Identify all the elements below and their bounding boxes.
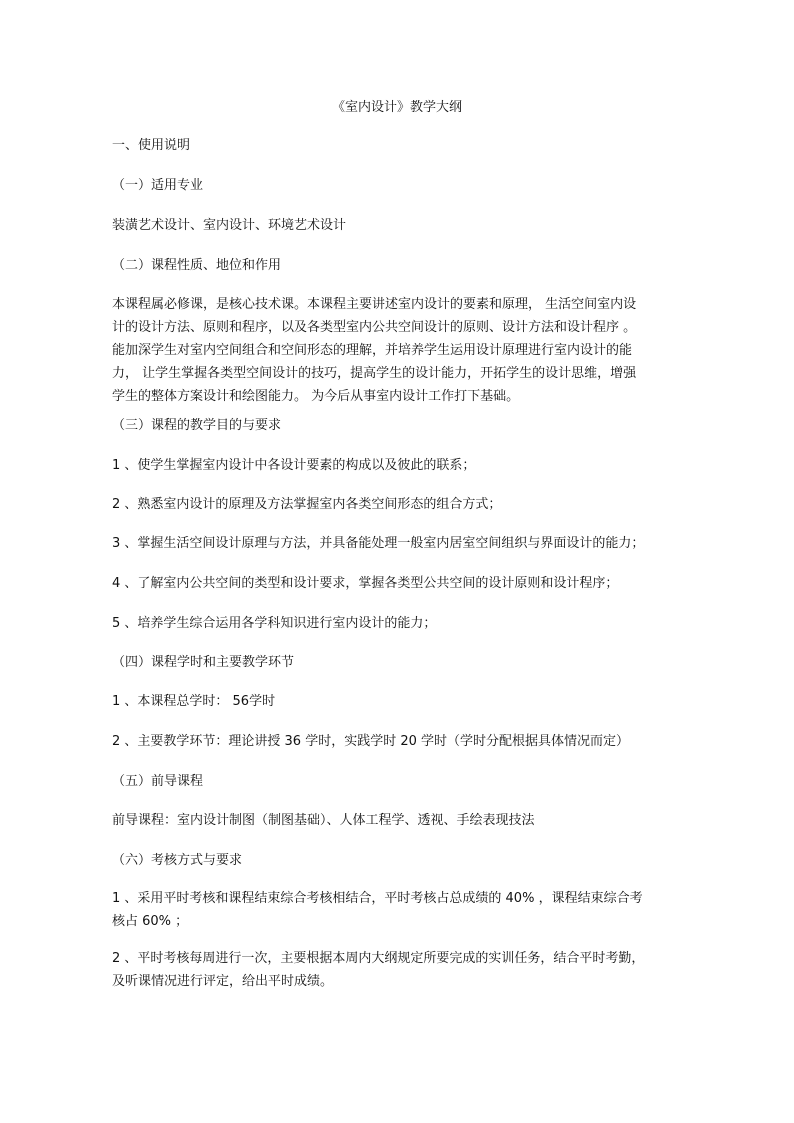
goal-item: 4 、了解室内公共空间的类型和设计要求，掌握各类型公共空间的设计原则和设计程序； bbox=[112, 576, 619, 591]
goal-item: 5 、培养学生综合运用各学科知识进行室内设计的能力； bbox=[112, 616, 437, 631]
subheading-nature: （二）课程性质、地位和作用 bbox=[112, 258, 282, 273]
assessment-item-2 bbox=[112, 947, 688, 993]
paragraph-line: 力， 让学生掌握各类型空间设计的技巧，提高学生的设计能力，开拓学生的设计思维，增强 bbox=[112, 366, 637, 381]
subheading-goals: （三）课程的教学目的与要求 bbox=[112, 418, 282, 433]
subheading-majors: （一）适用专业 bbox=[112, 178, 204, 193]
prereq-text: 前导课程：室内设计制图（制图基础）、人体工程学、透视、手绘表现技法 bbox=[112, 813, 535, 828]
assessment-item-1 bbox=[112, 887, 688, 933]
hours-item: 2 、主要教学环节：理论讲授 36 学时，实践学时 20 学时（学时分配根据具体情况而定） bbox=[112, 734, 630, 749]
paragraph-line: 核占 60% ； bbox=[112, 914, 189, 929]
goal-item: 1 、使学生掌握室内设计中各设计要素的构成以及彼此的联系； bbox=[112, 458, 476, 473]
paragraph-line: 及听课情况进行评定，给出平时成绩。 bbox=[112, 974, 334, 989]
majors-text: 装潢艺术设计、室内设计、环境艺术设计 bbox=[112, 218, 347, 233]
paragraph-line: 能加深学生对室内空间组合和空间形态的理解，并培养学生运用设计原理进行室内设计的能 bbox=[112, 343, 633, 358]
paragraph-line: 学生的整体方案设计和绘图能力。 为今后从事室内设计工作打下基础。 bbox=[112, 389, 520, 404]
paragraph-line: 1 、采用平时考核和课程结束综合考核相结合，平时考核占总成绩的 40% ，课程结束综合考 bbox=[112, 891, 643, 906]
subheading-assessment: （六）考核方式与要求 bbox=[112, 853, 243, 868]
goal-item: 2 、熟悉室内设计的原理及方法掌握室内各类空间形态的组合方式； bbox=[112, 497, 502, 512]
section-heading-usage: 一、使用说明 bbox=[112, 138, 191, 153]
paragraph-line: 2 、平时考核每周进行一次，主要根据本周内大纲规定所要完成的实训任务，结合平时考勤， bbox=[112, 951, 645, 966]
paragraph-line: 计的设计方法、原则和程序，以及各类型室内公共空间设计的原则、设计方法和设计程序 。 bbox=[112, 320, 637, 335]
subheading-prereq: （五）前导课程 bbox=[112, 774, 204, 789]
page-title: 《室内设计》教学大纲 bbox=[331, 100, 462, 115]
nature-paragraph bbox=[112, 293, 688, 408]
hours-item: 1 、本课程总学时： 56学时 bbox=[112, 694, 276, 709]
goal-item: 3 、掌握生活空间设计原理与方法，并具备能处理一般室内居室空间组织与界面设计的能力； bbox=[112, 536, 645, 551]
subheading-hours: （四）课程学时和主要教学环节 bbox=[112, 655, 295, 670]
paragraph-line: 本课程属必修课，是核心技术课。本课程主要讲述室内设计的要素和原理， 生活空间室内设 bbox=[112, 297, 637, 312]
